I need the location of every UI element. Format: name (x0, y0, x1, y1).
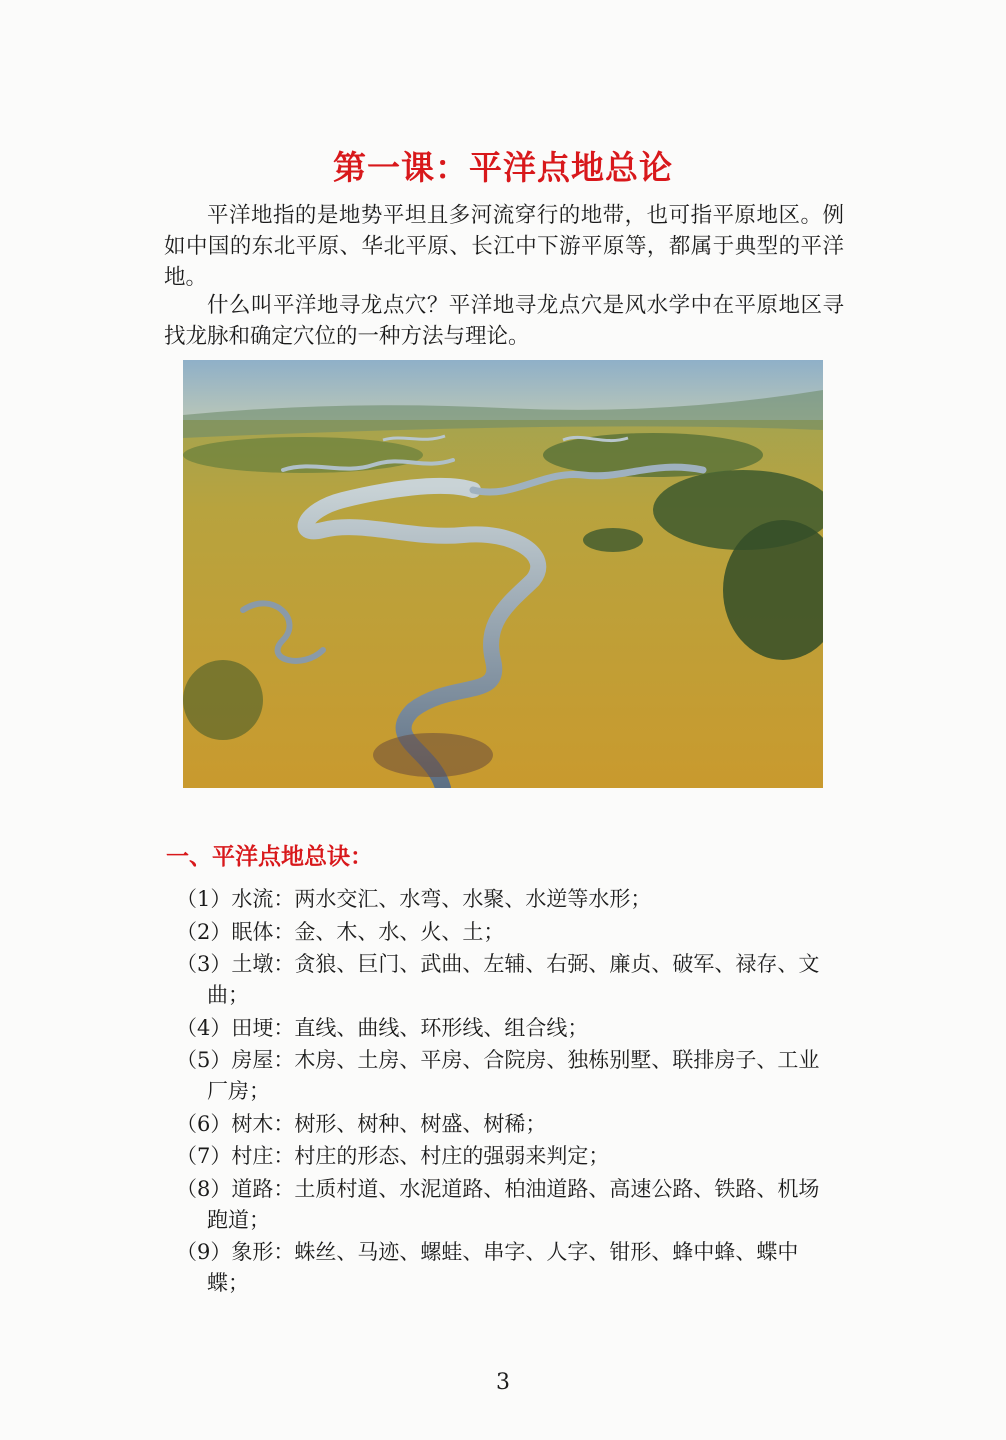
definition-paragraph: 什么叫平洋地寻龙点穴？平洋地寻龙点穴是风水学中在平原地区寻找龙脉和确定穴位的一种方法与理论。 (164, 293, 844, 349)
list-item: （9）象形：蛛丝、马迹、螺蛙、串字、人字、钳形、蜂中蜂、蝶中蝶； (176, 1240, 799, 1295)
page-number: 3 (496, 1370, 510, 1395)
list-item: （6）树木：树形、树种、树盛、树稀； (176, 1111, 547, 1136)
list-item: （4）田埂：直线、曲线、环形线、组合线； (176, 1015, 589, 1040)
section-heading: 一、平洋点地总诀： (166, 844, 373, 870)
plain-river-photo (183, 360, 823, 788)
list-item: （3）土墩：贪狼、巨门、武曲、左辅、右弼、廉贞、破军、禄存、文曲； (176, 952, 820, 1007)
intro-paragraph: 平洋地指的是地势平坦且多河流穿行的地带，也可指平原地区。例如中国的东北平原、华北平原、长江中下游平原等，都属于典型的平洋地。 (164, 203, 844, 290)
rules-list (176, 884, 836, 1301)
list-item: （8）道路：土质村道、水泥道路、柏油道路、高速公路、铁路、机场跑道； (176, 1176, 820, 1232)
page-title: 第一课：平洋点地总论 (333, 148, 673, 187)
list-item: （1）水流：两水交汇、水弯、水聚、水逆等水形； (176, 887, 652, 911)
list-item: （5）房屋：木房、土房、平房、合院房、独栋别墅、联排房子、工业厂房； (176, 1048, 820, 1103)
list-item: （7）村庄：村庄的形态、村庄的强弱来判定； (176, 1144, 610, 1168)
list-item: （2）眠体：金、木、水、火、土； (176, 919, 505, 944)
